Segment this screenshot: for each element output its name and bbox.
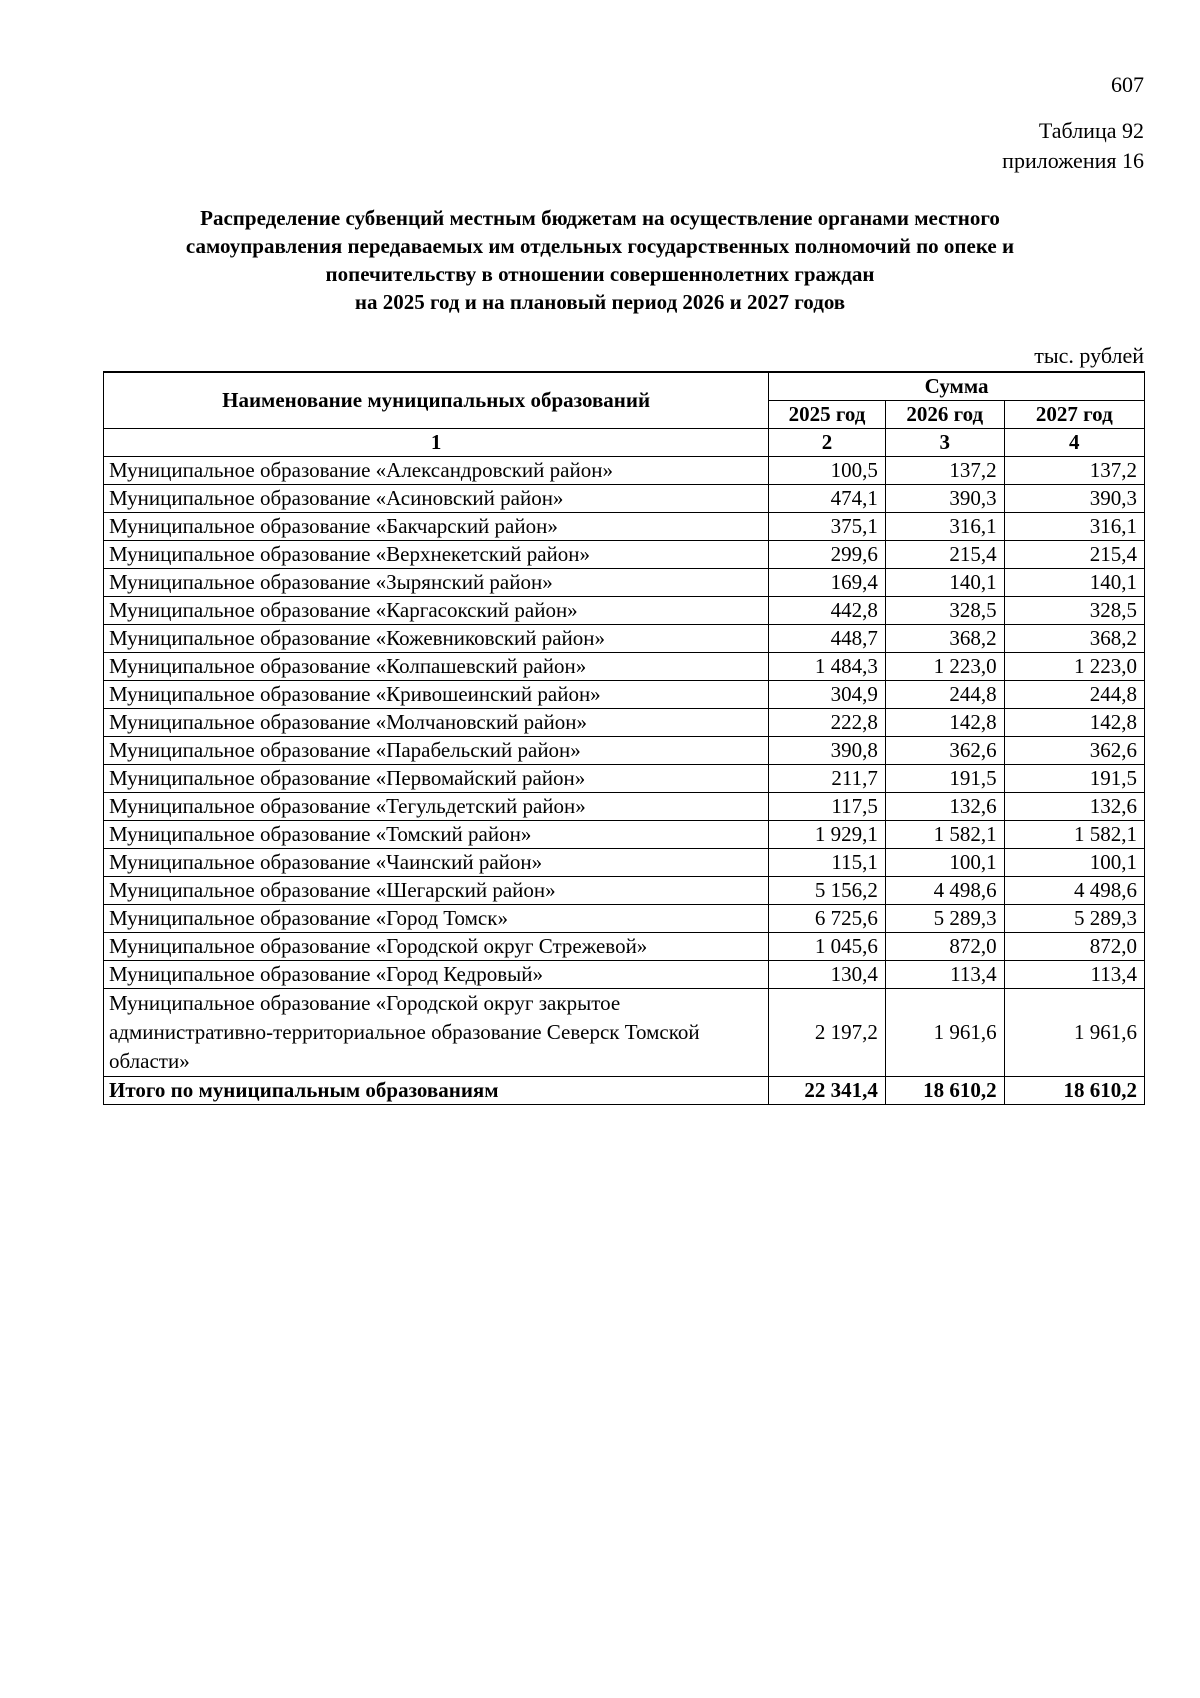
table-row <box>104 513 1145 541</box>
value-2026: 328,5 <box>885 597 1004 625</box>
municipality-name: Муниципальное образование «Кожевниковский район» <box>104 625 769 653</box>
value-2027: 140,1 <box>1004 569 1144 597</box>
municipality-name: Муниципальное образование «Кривошеинский район» <box>104 681 769 709</box>
column-number: 3 <box>885 429 1004 457</box>
table-row <box>104 961 1145 989</box>
municipality-name: Муниципальное образование «Городской округ Стрежевой» <box>104 933 769 961</box>
units-label: тыс. рублей <box>1034 343 1144 368</box>
table-row <box>104 765 1145 793</box>
municipality-name: Муниципальное образование «Чаинский район» <box>104 849 769 877</box>
municipality-name: Муниципальное образование «Первомайский район» <box>104 765 769 793</box>
value-2027: 132,6 <box>1004 793 1144 821</box>
value-2027: 1 582,1 <box>1004 821 1144 849</box>
table-row <box>104 485 1145 513</box>
table-row <box>104 569 1145 597</box>
value-2026: 113,4 <box>885 961 1004 989</box>
header-year-2026: 2026 год <box>885 401 1004 429</box>
municipality-name: Муниципальное образование «Верхнекетский район» <box>104 541 769 569</box>
municipality-name: Муниципальное образование «Асиновский район» <box>104 485 769 513</box>
municipality-name: Муниципальное образование «Александровский район» <box>104 457 769 485</box>
value-2026: 390,3 <box>885 485 1004 513</box>
title-line: Распределение субвенций местным бюджетам на осуществление органами местного <box>200 206 1000 230</box>
value-2026: 872,0 <box>885 933 1004 961</box>
value-2025: 299,6 <box>769 541 886 569</box>
value-2025: 130,4 <box>769 961 886 989</box>
municipality-name: Муниципальное образование «Молчановский район» <box>104 709 769 737</box>
value-2025: 1 045,6 <box>769 933 886 961</box>
value-2025: 211,7 <box>769 765 886 793</box>
value-2026: 215,4 <box>885 541 1004 569</box>
value-2026: 132,6 <box>885 793 1004 821</box>
value-2027: 244,8 <box>1004 681 1144 709</box>
header-year-2027: 2027 год <box>1004 401 1144 429</box>
value-2027: 872,0 <box>1004 933 1144 961</box>
column-number: 4 <box>1004 429 1144 457</box>
value-2027: 100,1 <box>1004 849 1144 877</box>
municipality-name: Муниципальное образование «Каргасокский район» <box>104 597 769 625</box>
table-header <box>104 372 1145 429</box>
table-row <box>104 457 1145 485</box>
value-2025: 100,5 <box>769 457 886 485</box>
total-2027: 18 610,2 <box>1004 1077 1144 1105</box>
value-2025: 375,1 <box>769 513 886 541</box>
table-row <box>104 625 1145 653</box>
municipality-name: Муниципальное образование «Городской округ закрытое административно-территориальное образование Северск Томской области» <box>104 989 769 1077</box>
table-row <box>104 849 1145 877</box>
value-2025: 2 197,2 <box>769 989 886 1077</box>
municipality-name: Муниципальное образование «Город Кедровый» <box>104 961 769 989</box>
value-2027: 390,3 <box>1004 485 1144 513</box>
value-2025: 442,8 <box>769 597 886 625</box>
total-label: Итого по муниципальным образованиям <box>104 1077 769 1105</box>
value-2026: 191,5 <box>885 765 1004 793</box>
value-2027: 368,2 <box>1004 625 1144 653</box>
table-row <box>104 597 1145 625</box>
table-row <box>104 653 1145 681</box>
value-2025: 390,8 <box>769 737 886 765</box>
municipality-name: Муниципальное образование «Город Томск» <box>104 905 769 933</box>
value-2026: 100,1 <box>885 849 1004 877</box>
table-ref-line1: Таблица 92 <box>1038 118 1144 143</box>
value-2026: 1 582,1 <box>885 821 1004 849</box>
title-line: на 2025 год и на плановый период 2026 и 2027 годов <box>354 290 846 314</box>
value-2027: 142,8 <box>1004 709 1144 737</box>
value-2025: 1 484,3 <box>769 653 886 681</box>
header-sum-group: Сумма <box>769 372 1145 401</box>
value-2026: 137,2 <box>885 457 1004 485</box>
header-year-2025: 2025 год <box>769 401 886 429</box>
value-2027: 191,5 <box>1004 765 1144 793</box>
table-row <box>104 709 1145 737</box>
value-2026: 362,6 <box>885 737 1004 765</box>
table-body <box>104 429 1145 1105</box>
value-2025: 169,4 <box>769 569 886 597</box>
column-number: 2 <box>769 429 886 457</box>
value-2026: 140,1 <box>885 569 1004 597</box>
value-2025: 222,8 <box>769 709 886 737</box>
value-2026: 4 498,6 <box>885 877 1004 905</box>
page-number: 607 <box>1111 72 1144 97</box>
value-2025: 115,1 <box>769 849 886 877</box>
total-2025: 22 341,4 <box>769 1077 886 1105</box>
value-2026: 142,8 <box>885 709 1004 737</box>
municipality-name: Муниципальное образование «Бакчарский район» <box>104 513 769 541</box>
table-row <box>104 877 1145 905</box>
value-2027: 137,2 <box>1004 457 1144 485</box>
value-2027: 1 961,6 <box>1004 989 1144 1077</box>
table-row <box>104 989 1145 1077</box>
header-name-column: Наименование муниципальных образований <box>104 372 769 429</box>
table-row <box>104 681 1145 709</box>
value-2025: 117,5 <box>769 793 886 821</box>
column-numbers-row <box>104 429 1145 457</box>
value-2027: 1 223,0 <box>1004 653 1144 681</box>
value-2025: 474,1 <box>769 485 886 513</box>
municipality-name: Муниципальное образование «Томский район» <box>104 821 769 849</box>
value-2026: 1 223,0 <box>885 653 1004 681</box>
municipality-name: Муниципальное образование «Тегульдетский район» <box>104 793 769 821</box>
total-row <box>104 1077 1145 1105</box>
value-2027: 328,5 <box>1004 597 1144 625</box>
value-2025: 448,7 <box>769 625 886 653</box>
table-reference <box>1002 116 1144 176</box>
value-2027: 4 498,6 <box>1004 877 1144 905</box>
value-2027: 316,1 <box>1004 513 1144 541</box>
value-2027: 215,4 <box>1004 541 1144 569</box>
value-2025: 6 725,6 <box>769 905 886 933</box>
value-2026: 1 961,6 <box>885 989 1004 1077</box>
table-row <box>104 821 1145 849</box>
value-2026: 244,8 <box>885 681 1004 709</box>
table-row <box>104 793 1145 821</box>
title-line: самоуправления передаваемых им отдельных государственных полномочий по опеке и <box>185 234 1015 258</box>
value-2025: 5 156,2 <box>769 877 886 905</box>
municipality-name: Муниципальное образование «Шегарский район» <box>104 877 769 905</box>
table-ref-line2: приложения 16 <box>1002 148 1144 173</box>
municipality-name: Муниципальное образование «Колпашевский район» <box>104 653 769 681</box>
value-2026: 368,2 <box>885 625 1004 653</box>
value-2026: 5 289,3 <box>885 905 1004 933</box>
title-line: попечительству в отношении совершеннолетних граждан <box>325 262 875 286</box>
subvention-table <box>103 371 1145 1105</box>
table-row <box>104 933 1145 961</box>
value-2027: 362,6 <box>1004 737 1144 765</box>
value-2025: 1 929,1 <box>769 821 886 849</box>
value-2025: 304,9 <box>769 681 886 709</box>
municipality-name: Муниципальное образование «Зырянский район» <box>104 569 769 597</box>
table-row <box>104 541 1145 569</box>
total-2026: 18 610,2 <box>885 1077 1004 1105</box>
municipality-name: Муниципальное образование «Парабельский район» <box>104 737 769 765</box>
column-number: 1 <box>104 429 769 457</box>
value-2027: 5 289,3 <box>1004 905 1144 933</box>
table-row <box>104 737 1145 765</box>
value-2027: 113,4 <box>1004 961 1144 989</box>
document-title <box>100 204 1100 316</box>
value-2026: 316,1 <box>885 513 1004 541</box>
table-row <box>104 905 1145 933</box>
